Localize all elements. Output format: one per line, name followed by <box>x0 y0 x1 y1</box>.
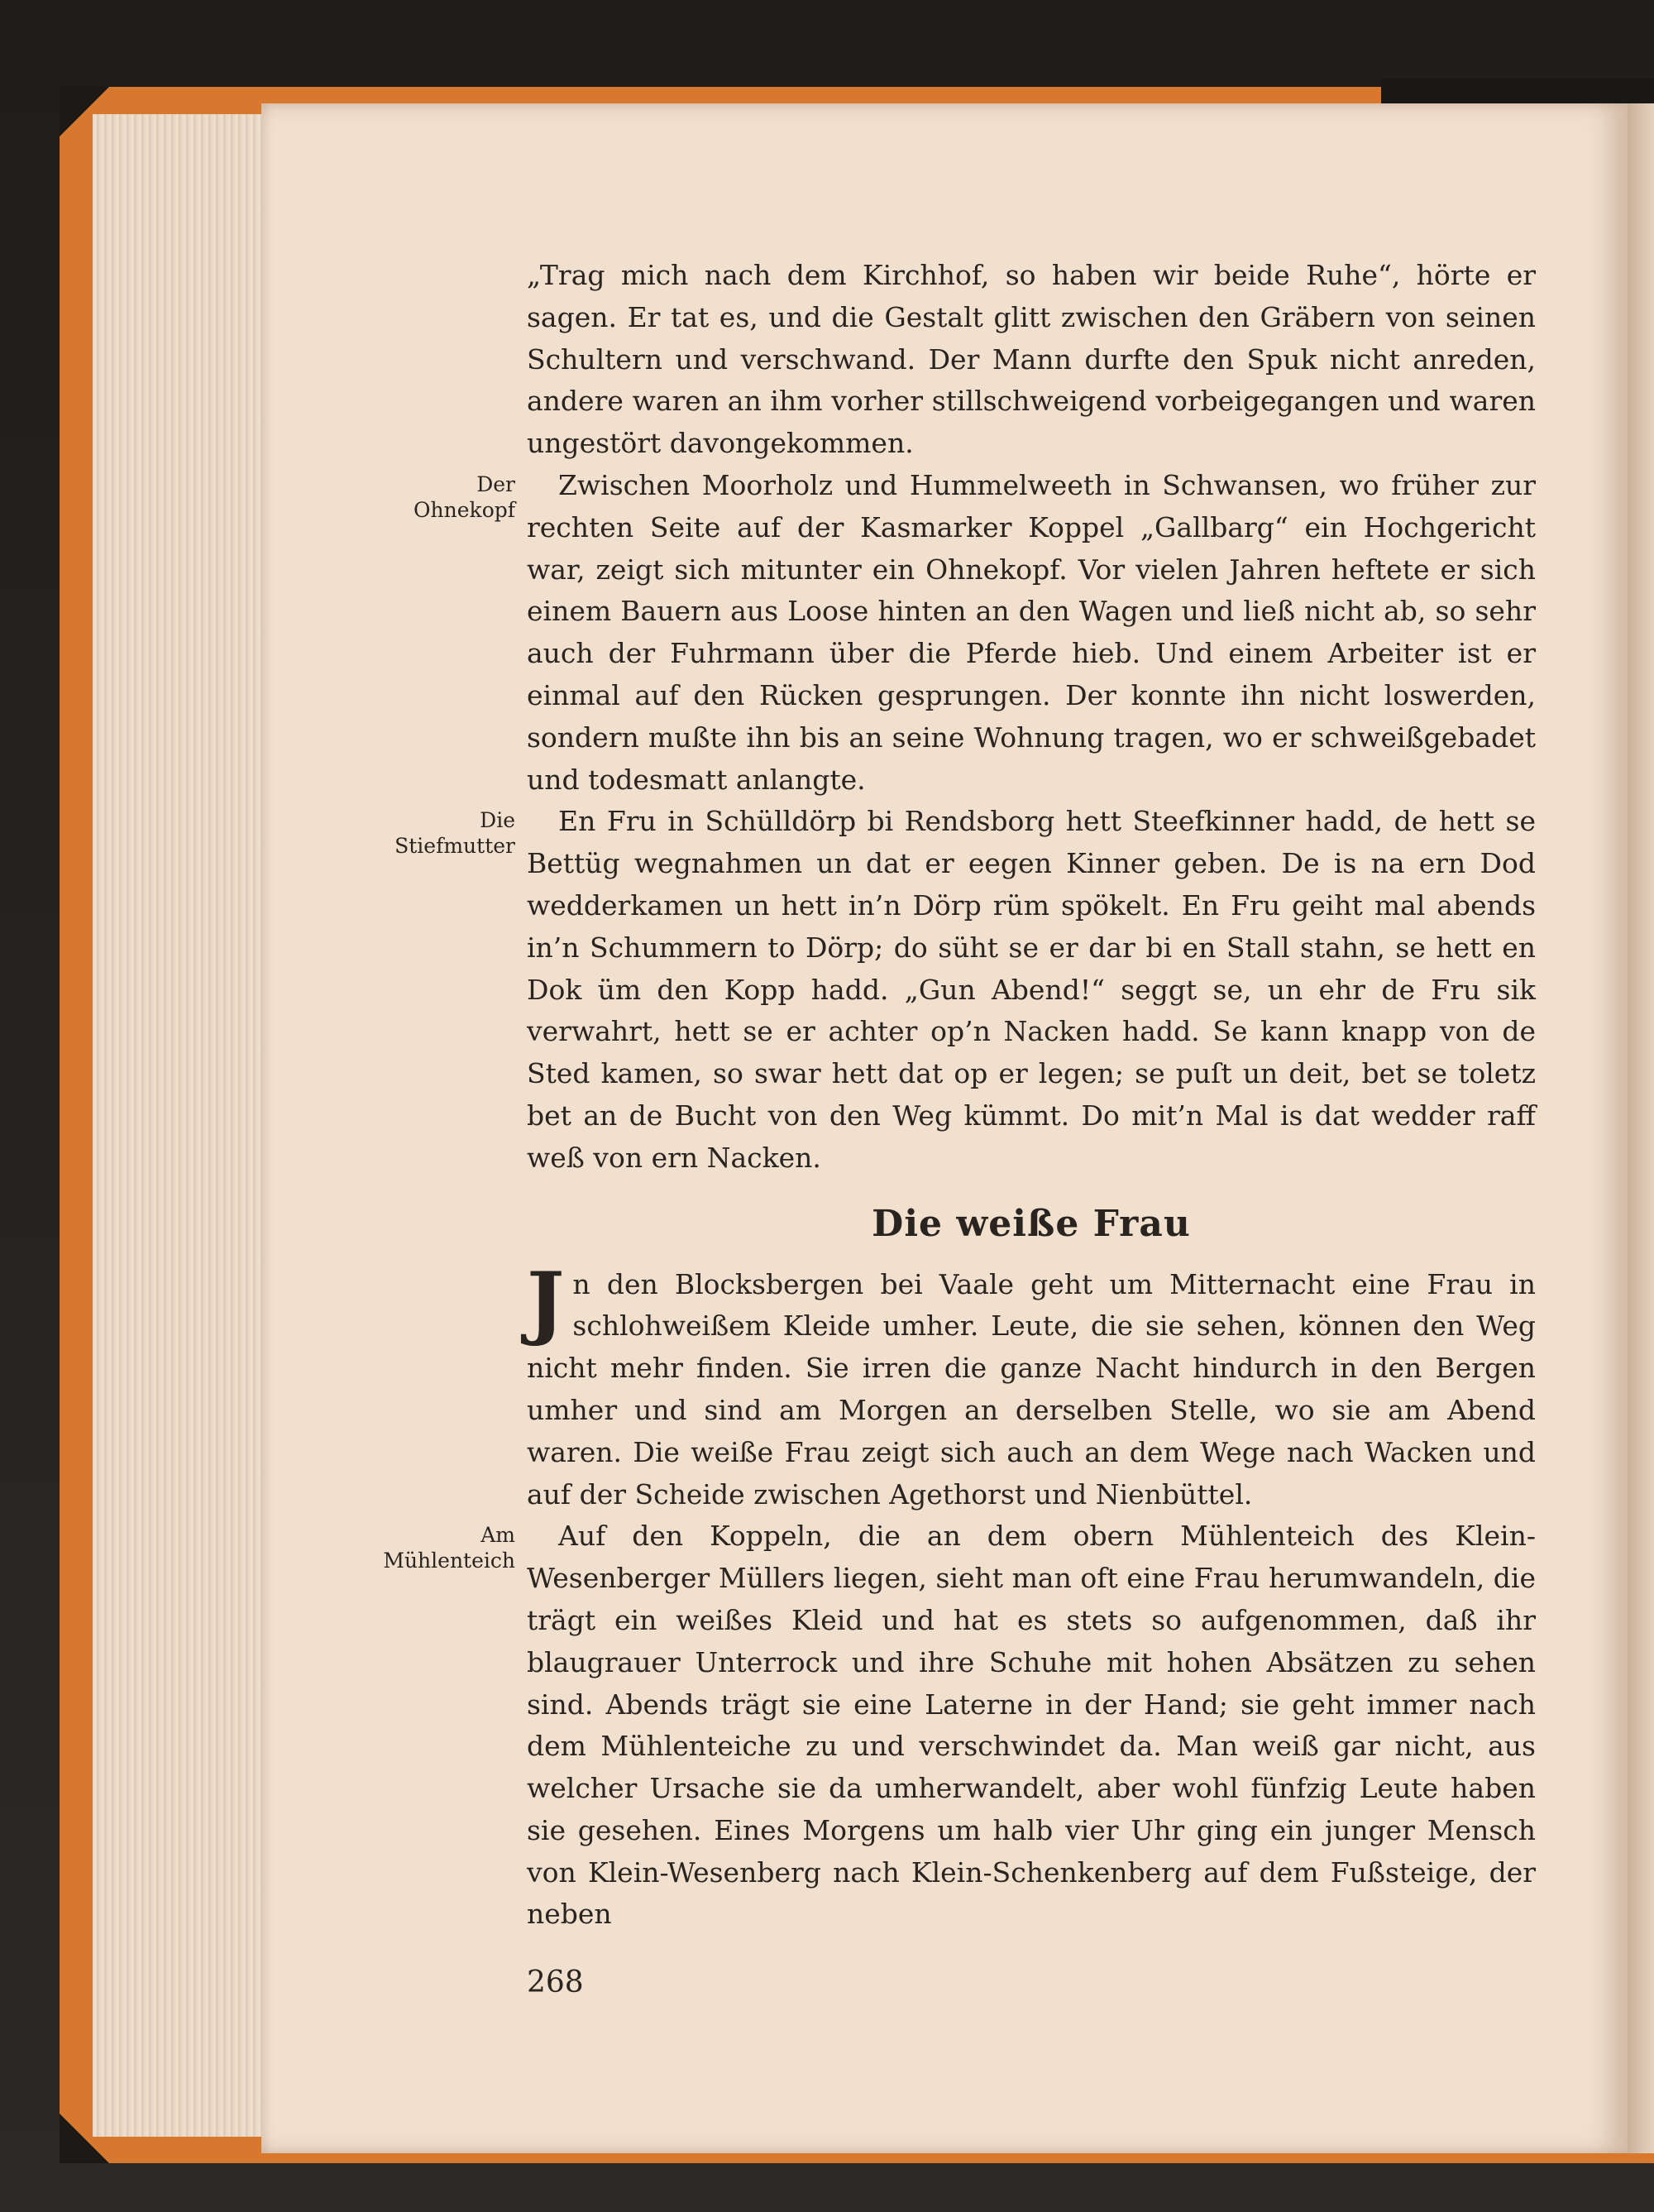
text-block <box>383 255 1536 1936</box>
paragraph-1 <box>527 255 1536 465</box>
book-gutter <box>1628 103 1654 2153</box>
spine-strip <box>1381 79 1654 103</box>
paragraph-text: n den Blocksbergen bei Vaale geht um Mitternacht eine Frau in schlohweißem Kleide umher. Leute, die sie sehen, können den Weg nicht mehr finden. Sie irren die ganze Nacht hindurch in den Bergen umher und sind am Morgen an derselben Stelle, wo sie am Abend waren. Die weiße Frau zeigt sich auch an dem Wege nach Wacken und auf der Scheide zwischen Agethorst und Nienbüttel. <box>527 1267 1536 1511</box>
drop-cap: J <box>527 1254 565 1348</box>
page-edges <box>93 114 266 2137</box>
margin-note-muehlenteich: Am Mühlenteich <box>383 1523 515 1573</box>
paragraph-3 <box>394 801 1536 1179</box>
paragraph-4 <box>527 1254 1536 1516</box>
section-heading: Die weiße Frau <box>872 1202 1191 1245</box>
paragraph-text: Zwischen Moorholz und Hummelweeth in Schwansen, wo früher zur rechten Seite auf der Kasmarker Koppel „Gallbarg“ ein Hochgericht war, zeigt sich mitunter ein Ohnekopf. Vor vielen Jahren heftete er sich einem Bauern aus Loose hinten an den Wagen und ließ nicht ab, so sehr auch der Fuhrmann über die Pferde hieb. Und einem Arbeiter ist er einmal auf den Rücken gesprungen. Der konnte ihn nicht loswerden, sondern mußte ihn bis an seine Wohnung tragen, wo er schweißgebadet und todesmatt anlangte. <box>527 468 1536 796</box>
page-number: 268 <box>527 1965 584 1999</box>
margin-note-stiefmutter: Die Stiefmutter <box>394 808 515 859</box>
paragraph-2 <box>414 465 1536 801</box>
paragraph-text: Auf den Koppeln, die an dem obern Mühlenteich des Klein-Wesenberger Müllers liegen, sieht man oft eine Frau herumwandeln, die trägt ein weißes Kleid und hat es stets so aufgenommen, daß ihr blaugrauer Unterrock und ihre Schuhe mit hohen Absätzen zu sehen sind. Abends trägt sie eine Laterne in der Hand; sie geht immer nach dem Mühlenteiche zu und verschwindet da. Man weiß gar nicht, aus welcher Ursache sie da umherwandelt, aber wohl fünfzig Leute haben sie gesehen. Eines Morgens um halb vier Uhr ging ein junger Mensch von Klein-Wesenberg nach Klein-Schenkenberg auf dem Fußsteige, der neben <box>527 1520 1536 1931</box>
paragraph-5 <box>383 1515 1536 1936</box>
margin-note-ohnekopf: Der Ohnekopf <box>414 472 515 522</box>
paragraph-text: „Trag mich nach dem Kirchhof, so haben wir beide Ruhe“, hörte er sagen. Er tat es, und die Gestalt glitt zwischen den Gräbern von seinen Schultern und verschwand. Der Mann durfte den Spuk nicht anreden, andere waren an ihm vorher stillschweigend vorbeigegangen und waren ungestört davongekommen. <box>527 259 1536 460</box>
paragraph-text: En Fru in Schülldörp bi Rendsborg hett Steefkinner hadd, de hett se Bettüg wegnahmen un dat er eegen Kinner geben. De is na ern Dod wedderkamen un hett in’n Dörp rüm spökelt. En Fru geiht mal abends in’n Schummern to Dörp; do süht se er dar bi en Stall stahn, se hett en Dok üm den Kopp hadd. „Gun Abend!“ seggt se, un ehr de Fru sik verwahrt, hett se er achter op’n Nacken hadd. Se kann knapp von de Sted kamen, so swar hett dat op er legen; se puſt un deit, bet se toletz bet an de Bucht von den Weg kümmt. Do mit’n Mal is dat wedder raff weß von ern Nacken. <box>527 805 1536 1174</box>
